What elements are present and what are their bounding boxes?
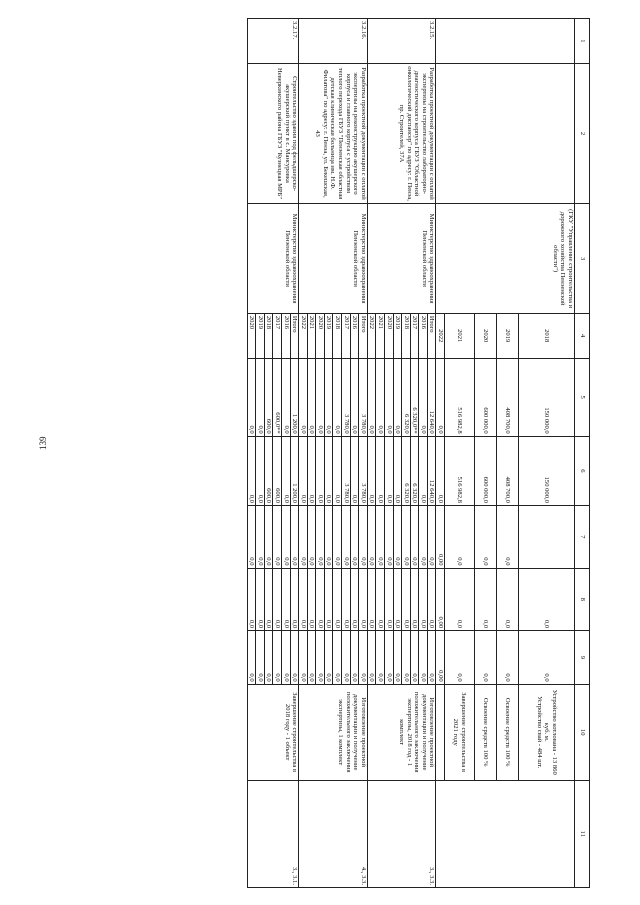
cell-other: 0,0 (519, 631, 575, 685)
cell-local: 0,0 (342, 568, 351, 631)
cell-name: Разработка проектной документации с оплатой экспертизы на реконструкцию акушерского корпуса и главного корпуса с устройством теплого перехода ГБУЗ "Пензенская областная детская клиническая больница им. Н.Ф. Филатова" по адресу: г. Пенза, ул. Бекешская, 43 (299, 63, 368, 204)
cell-executor: (ГКУ "Управление строительства и дорожного хозяйства Пензенской области") (436, 204, 575, 313)
cell-ref: 3., 3.1. (247, 780, 298, 887)
cell-total: 408 700,0 (497, 358, 519, 436)
cell-other: 0,0 (367, 631, 376, 685)
cell-other: 0,0 (290, 631, 299, 685)
cell-local: 0,0 (393, 568, 402, 631)
cell-regional: 0,0 (376, 436, 385, 505)
cell-local: 0,0 (273, 568, 282, 631)
cell-regional: 3 780,0 (342, 436, 351, 505)
cell-year: 2016 (419, 313, 428, 358)
cell-other: 0,0 (445, 631, 475, 685)
cell-regional: 1 200,0 (290, 436, 299, 505)
cell-local: 0,0 (427, 568, 436, 631)
cell-other: 0,0 (316, 631, 325, 685)
cell-total: 0,0 (333, 358, 342, 436)
col-header-2: 2 (575, 63, 590, 204)
table-row (427, 19, 436, 888)
cell-local: 0,0 (445, 568, 475, 631)
cell-total: 0,0 (350, 358, 359, 436)
cell-local: 0,0 (307, 568, 316, 631)
cell-year: 2020 (384, 313, 393, 358)
cell-regional: 0,0 (419, 436, 428, 505)
cell-other: 0,0 (376, 631, 385, 685)
cell-id: 3.2.16. (299, 19, 368, 64)
cell-regional: 516 982,8 (445, 436, 475, 505)
cell-federal: 0,0 (342, 505, 351, 568)
cell-regional: 0,0 (324, 436, 333, 505)
cell-year: 2018 (333, 313, 342, 358)
cell-other: 0,0 (359, 631, 368, 685)
cell-local: 0,0 (350, 568, 359, 631)
cell-regional: 6 320,0 (410, 436, 419, 505)
cell-total: 3 780,0 (342, 358, 351, 436)
header-row (575, 19, 590, 888)
cell-other: 0,0 (273, 631, 282, 685)
cell-total: 0,0 (436, 358, 445, 436)
col-header-9: 9 (575, 631, 590, 685)
cell-year: 2022 (436, 313, 445, 358)
cell-local: 0,0 (333, 568, 342, 631)
cell-local: 0,0 (367, 568, 376, 631)
cell-federal: 0,0 (324, 505, 333, 568)
cell-total: 0,0 (256, 358, 265, 436)
col-header-4: 4 (575, 313, 590, 358)
cell-federal: 0,0 (445, 505, 475, 568)
cell-indicator: Освоение средств 100 % (475, 684, 497, 780)
cell-year: 2017 (273, 313, 282, 358)
cell-federal: 0,0 (376, 505, 385, 568)
cell-regional: 0,0 (256, 436, 265, 505)
cell-year: 2022 (367, 313, 376, 358)
cell-total: 0,0 (282, 358, 291, 436)
col-header-7: 7 (575, 505, 590, 568)
cell-year: 2020 (316, 313, 325, 358)
cell-local: 0,0 (402, 568, 411, 631)
cell-year: 2020 (247, 313, 256, 358)
cell-year: 2022 (299, 313, 308, 358)
program-blocks (247, 19, 436, 888)
cell-other: 0,0 (402, 631, 411, 685)
cell-federal: 0,0 (419, 505, 428, 568)
cell-name (436, 63, 575, 204)
cell-federal: 0,0 (402, 505, 411, 568)
cell-total: 516 982,8 (445, 358, 475, 436)
cell-year: Итого (427, 313, 436, 358)
cell-local: 0,0 (410, 568, 419, 631)
cell-total: 0,0 (367, 358, 376, 436)
cell-regional: 0,0 (367, 436, 376, 505)
cell-indicator: Изготовление проектной документации и получение положительного заключения экспертизы, 2018 год - 1 комплект (367, 684, 436, 780)
cell-federal (519, 505, 575, 568)
cell-other: 0,0 (282, 631, 291, 685)
page-number: 139 (38, 436, 48, 450)
cell-indicator: Завершение строительства в 2018 году - 1 объект (247, 684, 298, 780)
cell-total: 0,0 (299, 358, 308, 436)
cell-federal: 0,0 (427, 505, 436, 568)
cell-regional: 6 320,0 (402, 436, 411, 505)
cell-regional: 12 640,0 (427, 436, 436, 505)
cell-year: 2017 (410, 313, 419, 358)
cell-total: 600 000,0 (475, 358, 497, 436)
cell-regional: 600 000,0 (475, 436, 497, 505)
cell-total: 3 780,0 (359, 358, 368, 436)
cell-federal: 0,0 (264, 505, 273, 568)
cell-local: 0,0 (316, 568, 325, 631)
cell-total: 0,0 (384, 358, 393, 436)
cell-local: 0,0 (419, 568, 428, 631)
cell-other: 0,0 (497, 631, 519, 685)
cell-local: 0,0 (497, 568, 519, 631)
cell-other: 0,0 (410, 631, 419, 685)
cell-name: Строительство здания под фельдшерско-акушерский пункт в с. Мансуровка Неверкинского района ГБУЗ "Кузнецкая МРБ" (247, 63, 298, 204)
cell-id: 3.2.15. (367, 19, 436, 64)
col-header-3: 3 (575, 204, 590, 313)
cell-year: 2021 (445, 313, 475, 358)
cell-year: 2019 (324, 313, 333, 358)
cell-total: 0,0 (324, 358, 333, 436)
cell-local: 0,0 (519, 568, 575, 631)
cell-regional: 0,0 (333, 436, 342, 505)
cell-federal: 0,0 (290, 505, 299, 568)
cell-total: 0,0 (307, 358, 316, 436)
cell-ref (436, 780, 575, 887)
cell-other: 0,0 (419, 631, 428, 685)
cell-year: 2019 (497, 313, 519, 358)
cell-federal: 0,00 (436, 505, 445, 568)
cell-regional: 600,0 (273, 436, 282, 505)
cell-regional: 0,0 (299, 436, 308, 505)
col-header-11: 11 (575, 780, 590, 887)
cell-total: 0,0 (419, 358, 428, 436)
cell-year: 2020 (475, 313, 497, 358)
cell-regional: 0,0 (350, 436, 359, 505)
cell-other: 0,0 (324, 631, 333, 685)
cell-year: 2018 (402, 313, 411, 358)
cell-other: 0,0 (256, 631, 265, 685)
cell-other: 0,0 (333, 631, 342, 685)
col-header-5: 5 (575, 358, 590, 436)
cell-other: 0,0 (350, 631, 359, 685)
cell-other: 0,0 (393, 631, 402, 685)
cell-federal: 0,0 (393, 505, 402, 568)
cell-year: 2021 (307, 313, 316, 358)
cell-total: 1 200,0 (290, 358, 299, 436)
cell-regional: 150 000,0 (519, 436, 575, 505)
cell-federal: 0,0 (475, 505, 497, 568)
cell-federal: 0,0 (410, 505, 419, 568)
cell-other: 0,0 (384, 631, 393, 685)
cell-id (436, 19, 575, 64)
cell-federal: 0,0 (273, 505, 282, 568)
cell-other: 0,0 (342, 631, 351, 685)
cell-federal: 0,0 (282, 505, 291, 568)
cell-federal: 0,0 (256, 505, 265, 568)
cell-regional: 0,0 (436, 436, 445, 505)
cell-regional: 0,0 (316, 436, 325, 505)
cell-year: 2016 (350, 313, 359, 358)
cell-total: 600,0** (273, 358, 282, 436)
cell-year: 2016 (282, 313, 291, 358)
cell-year: 2021 (376, 313, 385, 358)
cell-local: 0,0 (384, 568, 393, 631)
cell-year: Итого (290, 313, 299, 358)
cell-executor: Министерство здравоохранения Пензенской области (367, 204, 436, 313)
cell-indicator: Изготовление проектной документации и получение положительного заключения экспертизы, 1 комплект (299, 684, 368, 780)
cell-federal: 0,0 (333, 505, 342, 568)
col-header-10: 10 (575, 684, 590, 780)
cell-other: 0,0 (307, 631, 316, 685)
cell-regional: 0,0 (307, 436, 316, 505)
cell-local: 0,0 (376, 568, 385, 631)
cell-other: 0,0 (427, 631, 436, 685)
cell-local: 0,0 (324, 568, 333, 631)
cell-federal: 0,0 (299, 505, 308, 568)
cell-total: 0,0 (393, 358, 402, 436)
cell-total: 12 640,0 (427, 358, 436, 436)
cell-indicator: Устройство котлована - 13 860 куб. м. Устройство свай - 484 шт. (519, 684, 575, 780)
col-header-1: 1 (575, 19, 590, 64)
cell-local: 0,00 (436, 568, 445, 631)
table-row (519, 19, 575, 888)
cell-other: 0,0 (475, 631, 497, 685)
cell-regional: 0,0 (282, 436, 291, 505)
cell-year: 2018 (519, 313, 575, 358)
cell-year: 2017 (342, 313, 351, 358)
cell-other: 0,0 (299, 631, 308, 685)
cell-total: 6 320,0 (402, 358, 411, 436)
cell-regional: 3 780,0 (359, 436, 368, 505)
cell-other: 0,0 (247, 631, 256, 685)
col-header-8: 8 (575, 568, 590, 631)
cell-executor: Министерство здравоохранения Пензенской области (247, 204, 298, 313)
cell-regional: 0,0 (393, 436, 402, 505)
program-table (247, 18, 590, 888)
cell-local: 0,0 (475, 568, 497, 631)
cell-regional: 0,0 (384, 436, 393, 505)
cell-federal: 0,0 (359, 505, 368, 568)
cell-executor: Министерство здравоохранения Пензенской области (299, 204, 368, 313)
table-row (290, 19, 299, 888)
col-header-6: 6 (575, 436, 590, 505)
cell-ref: 3., 3.3. (367, 780, 436, 887)
cell-federal: 0,0 (350, 505, 359, 568)
cell-regional: 408 700,0 (497, 436, 519, 505)
cell-federal: 0,0 (307, 505, 316, 568)
cell-regional: 600,0 (264, 436, 273, 505)
cell-federal: 0,0 (316, 505, 325, 568)
cell-local: 0,0 (359, 568, 368, 631)
cell-indicator: Завершение строительства в 2021 году (445, 684, 475, 780)
cell-year: 2018 (264, 313, 273, 358)
cell-regional: 0,0 (247, 436, 256, 505)
cell-local: 0,0 (264, 568, 273, 631)
cell-other: 0,0 (264, 631, 273, 685)
cell-year: 2019 (256, 313, 265, 358)
cell-other: 0,00 (436, 631, 445, 685)
cell-local: 0,0 (256, 568, 265, 631)
cell-federal: 0,0 (384, 505, 393, 568)
rotated-table-container (65, 18, 590, 888)
cell-local: 0,0 (282, 568, 291, 631)
cell-ref: 4., 3.3. (299, 780, 368, 887)
cell-id: 3.2.17. (247, 19, 298, 64)
cell-indicator: Освоение средств 100 % (497, 684, 519, 780)
cell-federal: 0,0 (247, 505, 256, 568)
table-row (359, 19, 368, 888)
cell-total: 0,0 (316, 358, 325, 436)
cell-indicator (436, 684, 445, 780)
cell-name: Разработка проектной документации с оплатой экспертизы на строительство лабораторно-диагностического корпуса ГБУЗ "Областной онкологический диспансер" по адресу: г. Пенза, пр. Строителей, 37А (367, 63, 436, 204)
cell-total: 0,0 (247, 358, 256, 436)
cell-total: 0,0 (376, 358, 385, 436)
cell-year: Итого (359, 313, 368, 358)
cell-year: 2019 (393, 313, 402, 358)
cell-local: 0,0 (247, 568, 256, 631)
cell-federal: 0,0 (497, 505, 519, 568)
cell-total: 150 000,0 (519, 358, 575, 436)
cell-total: 600,0 (264, 358, 273, 436)
cell-local: 0,0 (299, 568, 308, 631)
cell-federal: 0,0 (367, 505, 376, 568)
cell-total: 6 320,0** (410, 358, 419, 436)
cell-local: 0,0 (290, 568, 299, 631)
